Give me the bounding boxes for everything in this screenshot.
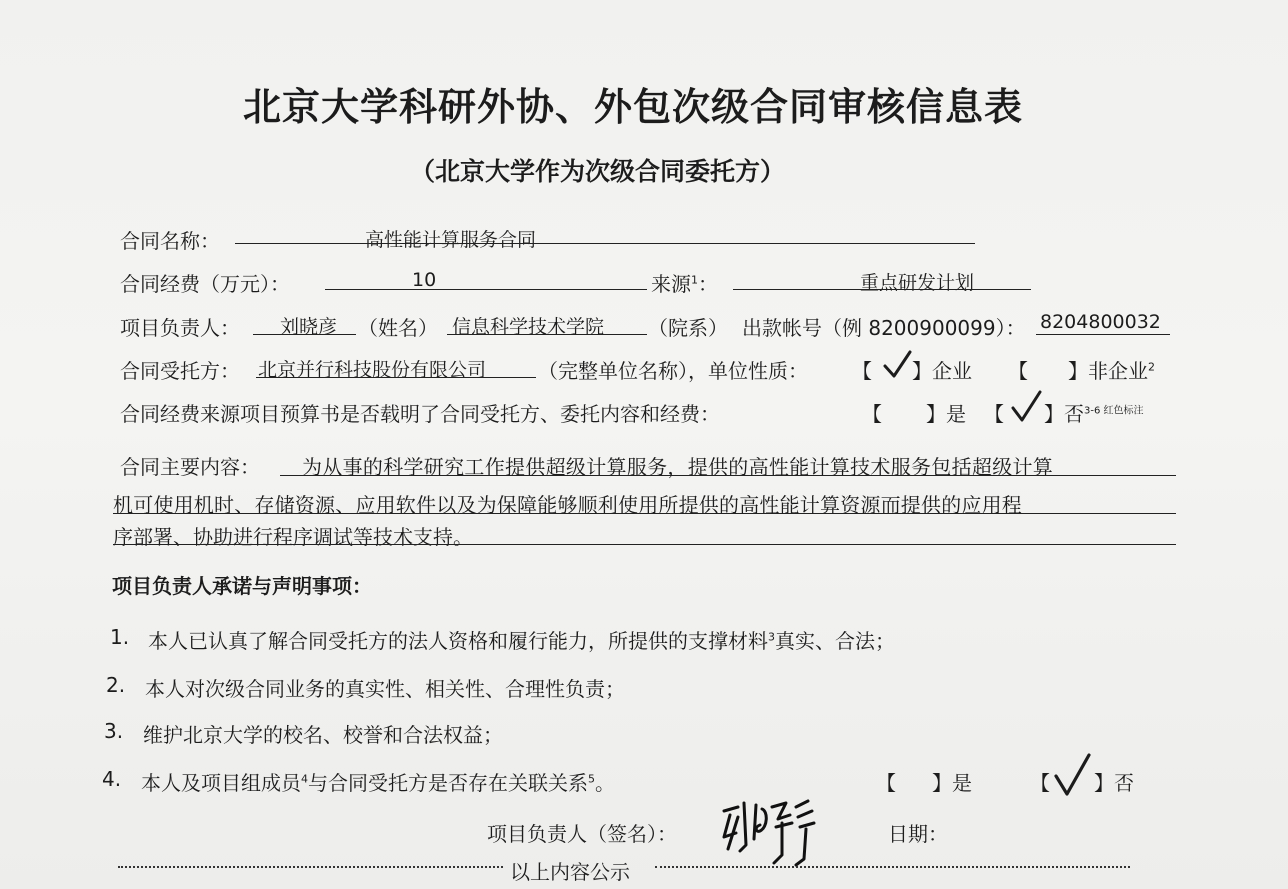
handwritten-signature[interactable] bbox=[716, 793, 826, 875]
budget-no-check-icon[interactable] bbox=[1010, 390, 1042, 424]
item-3-number: 3. bbox=[104, 719, 124, 743]
item-4-footnote-a: 4 bbox=[301, 772, 308, 786]
contract-name-value[interactable]: 高性能计算服务合同 bbox=[365, 229, 537, 251]
form-subtitle: （北京大学作为次级合同委托方） bbox=[410, 157, 786, 186]
source-label bbox=[651, 268, 718, 297]
contract-name-underline bbox=[235, 243, 975, 244]
item-4-text: 本人及项目组成员 bbox=[141, 771, 301, 795]
content-label: 合同主要内容： bbox=[120, 455, 260, 479]
content-line-3[interactable]: 序部署、协助进行程序调试等技术支持。 bbox=[113, 525, 473, 549]
entrusted-label: 合同受托方： bbox=[120, 359, 240, 383]
budget-footnote: 3-6 红色标注 bbox=[1084, 405, 1144, 417]
enterprise-check-icon[interactable] bbox=[882, 350, 912, 380]
fee-underline bbox=[325, 289, 647, 290]
leader-value[interactable]: 刘晓彦 bbox=[280, 316, 338, 338]
item-1-text: 本人已认真了解合同受托方的法人资格和履行能力，所提供的支撑材料 bbox=[148, 629, 768, 653]
entrusted-value[interactable]: 北京并行科技股份有限公司 bbox=[258, 359, 487, 381]
budget-question: 合同经费来源项目预算书是否载明了合同受托方、委托内容和经费： bbox=[120, 402, 720, 426]
date-label: 日期： bbox=[888, 822, 948, 846]
account-value[interactable]: 8204800032 bbox=[1040, 311, 1161, 333]
related-yes-open-bracket: 【 bbox=[876, 771, 896, 795]
source-label-text: 来源 bbox=[651, 272, 691, 296]
budget-yes-open-bracket: 【 bbox=[862, 402, 882, 426]
declaration-heading: 项目负责人承诺与声明事项： bbox=[112, 574, 372, 598]
item-2-number: 2. bbox=[106, 673, 126, 697]
related-no-label: 】否 bbox=[1094, 771, 1134, 795]
leader-underline bbox=[253, 334, 356, 335]
contract-name-label: 合同名称： bbox=[120, 229, 220, 253]
entrusted-underline bbox=[256, 377, 536, 378]
budget-yes-label: 】是 bbox=[926, 402, 966, 426]
form-title: 北京大学科研外协、外包次级合同审核信息表 bbox=[243, 84, 1024, 129]
content-underline-3 bbox=[113, 544, 1176, 545]
item-1-footnote: 3 bbox=[768, 630, 775, 644]
department-value[interactable]: 信息科学技术学院 bbox=[452, 316, 605, 338]
signature-label: 项目负责人（签名）： bbox=[487, 822, 677, 846]
content-underline-1 bbox=[280, 475, 1176, 476]
non-enterprise-label: 】非企业 bbox=[1068, 359, 1148, 383]
source-value[interactable]: 重点研发计划 bbox=[860, 272, 975, 294]
entrusted-note: （完整单位名称），单位性质： bbox=[538, 359, 808, 383]
content-line-1[interactable]: 为从事的科学研究工作提供超级计算服务，提供的高性能计算技术服务包括超级计算 bbox=[302, 455, 1054, 479]
disclosure-divider-right bbox=[655, 866, 1130, 868]
source-colon: ： bbox=[698, 272, 718, 296]
fee-label: 合同经费（万元）： bbox=[120, 272, 290, 296]
enterprise-open-bracket: 【 bbox=[852, 359, 872, 383]
related-yes-label: 】是 bbox=[932, 771, 972, 795]
enterprise-close-bracket: 】企业 bbox=[912, 359, 972, 383]
budget-no-text: 】否 bbox=[1044, 402, 1084, 426]
non-enterprise-footnote: 2 bbox=[1148, 360, 1155, 374]
content-line-2[interactable]: 机可使用机时、存储资源、应用软件以及为保障能够顺利使用所提供的高性能计算资源而提供的应用程 bbox=[113, 493, 1022, 517]
source-underline bbox=[733, 289, 1031, 290]
item-3-text: 维护北京大学的校名、校誉和合法权益； bbox=[143, 723, 503, 747]
item-1-tail: 真实、合法； bbox=[775, 629, 895, 653]
budget-no-label bbox=[1044, 398, 1144, 427]
budget-no-open-bracket: 【 bbox=[984, 402, 1004, 426]
item-4-dot: 。 bbox=[595, 771, 615, 795]
account-label: 出款帐号（例 8200900099）： bbox=[742, 316, 1026, 340]
leader-name-note: （姓名） bbox=[358, 316, 438, 340]
item-4 bbox=[141, 767, 615, 796]
item-4-mid: 与合同受托方是否存在关联关系 bbox=[308, 771, 588, 795]
item-1-number: 1. bbox=[110, 625, 130, 649]
fee-value[interactable]: 10 bbox=[412, 269, 437, 291]
disclosure-label: 以上内容公示 bbox=[510, 860, 630, 884]
related-no-check-icon[interactable] bbox=[1052, 752, 1092, 798]
leader-label: 项目负责人： bbox=[120, 316, 240, 340]
disclosure-divider-left bbox=[118, 866, 503, 868]
related-no-open-bracket: 【 bbox=[1030, 771, 1050, 795]
item-1 bbox=[148, 625, 895, 654]
source-footnote: 1 bbox=[691, 273, 698, 287]
department-note: （院系） bbox=[648, 316, 728, 340]
item-4-footnote-b: 5 bbox=[588, 772, 595, 786]
non-enterprise-close-bracket bbox=[1068, 355, 1155, 384]
item-2-text: 本人对次级合同业务的真实性、相关性、合理性负责； bbox=[145, 677, 625, 701]
non-enterprise-open-bracket: 【 bbox=[1008, 359, 1028, 383]
content-underline-2 bbox=[113, 513, 1176, 514]
department-underline bbox=[447, 334, 647, 335]
account-underline bbox=[1036, 334, 1170, 335]
item-4-number: 4. bbox=[102, 767, 122, 791]
